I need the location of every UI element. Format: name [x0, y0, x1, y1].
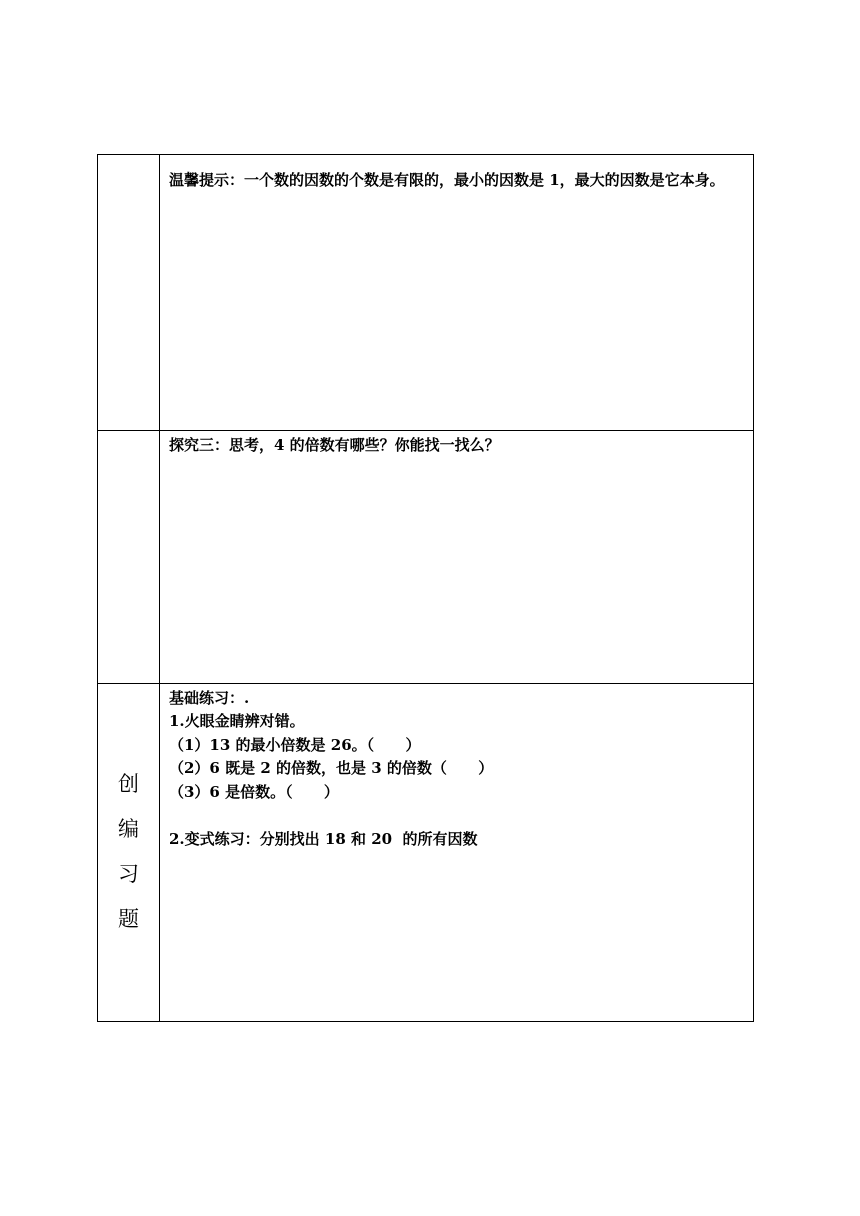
section-label-char: 题 — [118, 907, 139, 932]
table-row — [98, 155, 754, 431]
section-label-char: 编 — [118, 817, 139, 842]
explore-cell — [160, 431, 754, 683]
exercise-item: 1.火眼金睛辨对错。 — [169, 712, 305, 731]
row-label-cell — [98, 431, 160, 683]
tip-cell — [160, 155, 754, 431]
section-label-char: 创 — [118, 772, 139, 797]
tip-text: 温馨提示：一个数的因数的个数是有限的，最小的因数是 1，最大的因数是它本身。 — [169, 171, 725, 189]
exercise-item: （3）6 是倍数。（ ） — [169, 782, 339, 801]
table-row — [98, 431, 754, 683]
worksheet-table — [97, 154, 754, 1022]
exercise-item: （2）6 既是 2 的倍数，也是 3 的倍数（ ） — [169, 759, 494, 778]
exercise-cell — [160, 683, 754, 1021]
exercise-item: （1）13 的最小倍数是 26。（ ） — [169, 735, 421, 754]
blank-line — [169, 804, 745, 828]
row-label-cell — [98, 155, 160, 431]
section-label — [98, 683, 160, 1021]
section-label-char: 习 — [118, 862, 139, 887]
explore-question: 探究三：思考，4 的倍数有哪些？你能找一找么？ — [169, 436, 500, 455]
exercise-heading: 基础练习：. — [169, 688, 250, 707]
exercise-item: 2.变式练习：分别找出 18 和 20 的所有因数 — [169, 829, 478, 848]
table-row — [98, 683, 754, 1021]
